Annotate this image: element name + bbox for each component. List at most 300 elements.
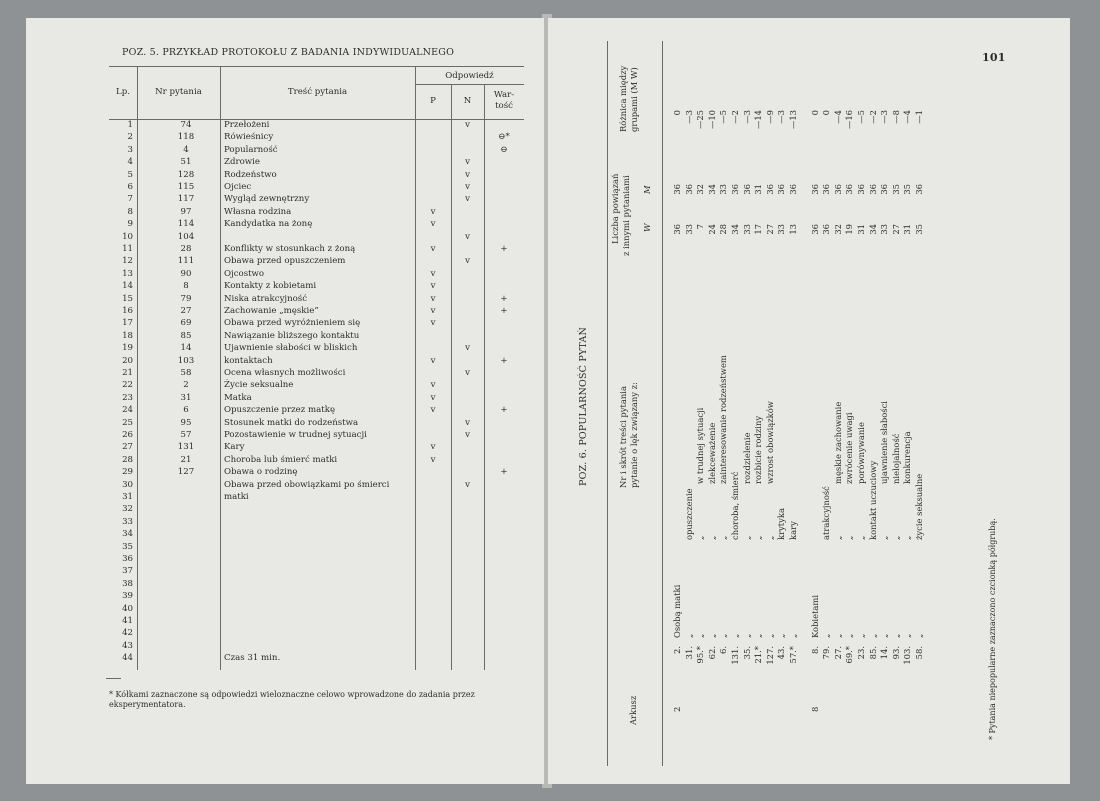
row-nr: 111 (177, 256, 195, 267)
row-w: + (500, 405, 508, 416)
row-lp: 31 (122, 492, 133, 502)
row-text: Choroba lub śmierć matki (224, 454, 338, 465)
row-p: v (430, 355, 436, 366)
row-text: Kary (224, 442, 245, 453)
row-p: v (430, 206, 436, 217)
row-diff: —3 (776, 110, 787, 124)
row-m: 36 (730, 184, 740, 195)
row-nr: 85 (180, 330, 192, 341)
row-text: Obawa przed opuszczeniem (224, 256, 346, 267)
page-number: 101 (982, 51, 1006, 64)
row-nr: 95 (180, 417, 192, 428)
row-p: v (430, 244, 436, 254)
row-nr: 127 (177, 467, 195, 478)
row-nr: 127. (764, 646, 775, 665)
row-lp: 2 (127, 132, 133, 143)
row-nr: 14 (180, 343, 192, 354)
row-detail: w trudnej sytuacji (695, 407, 706, 484)
header-p: P (430, 96, 436, 106)
row-w: 36 (672, 224, 682, 235)
row-lp: 39 (122, 591, 133, 602)
header-m: M (642, 185, 652, 194)
col-divider (137, 66, 138, 670)
row-nr: 14. (879, 646, 890, 660)
row-w: 27 (764, 224, 775, 235)
row-detail: ujawnienie słabości (879, 401, 890, 484)
row-nr: 57 (180, 430, 192, 440)
row-nr: 6. (718, 646, 729, 654)
row-lp: 13 (122, 268, 133, 279)
row-diff: —3 (683, 110, 694, 124)
row-nr: 118 (177, 132, 195, 143)
row-diff: —1 (914, 110, 924, 124)
row-subject: „ (706, 633, 717, 638)
row-lp: 21 (122, 368, 133, 378)
row-text: Ocena własnych możliwości (224, 368, 346, 378)
row-diff: —13 (788, 110, 798, 130)
header-odpowiedz: Odpowiedź (445, 71, 494, 81)
table-header-rule (662, 41, 663, 766)
row-lp: 38 (122, 578, 133, 589)
row-text: Wygląd zewnętrzny (224, 194, 310, 205)
row-nr: 79 (180, 293, 192, 304)
header-arkusz: Arkusz (628, 695, 638, 725)
row-text: Pozostawienie w trudnej sytuacji (224, 430, 367, 440)
row-w: + (500, 467, 508, 478)
row-text: Niska atrakcyjność (224, 293, 308, 304)
row-p: v (430, 281, 436, 292)
header-liczba-2: z innymi pytaniami (621, 175, 631, 256)
row-text: Kontakty z kobietami (224, 281, 317, 292)
header-pytanie-lek: pytanie o lęk związany z: (629, 382, 639, 488)
left-page (26, 18, 544, 784)
row-text: Obawa przed obowiązkami po śmierci (224, 479, 390, 490)
row-m: 36 (764, 184, 775, 195)
row-nr: 57.* (788, 646, 798, 664)
row-w: ⊖ (500, 144, 508, 155)
header-n: N (463, 96, 472, 106)
row-nr: 35. (741, 646, 752, 660)
row-nr: 131. (730, 646, 740, 665)
header-wartosc-2: tość (495, 101, 513, 111)
row-nr: 4 (183, 144, 189, 155)
row-m: 36 (741, 184, 752, 195)
row-m: 32 (695, 184, 706, 195)
row-detail: porównywanie (856, 422, 866, 484)
header-roznica-2: grupami (M W) (629, 67, 639, 132)
row-text: Obawa przed wyróżnieniem się (224, 318, 361, 329)
row-m: 36 (809, 184, 820, 195)
row-topic: „ (741, 535, 752, 540)
header-nr-pytania: Nr pytania (155, 87, 202, 97)
row-p: v (430, 405, 436, 416)
row-text: Kandydatka na żonę (224, 219, 313, 230)
row-lp: 44 (122, 653, 133, 664)
row-subject: „ (718, 633, 729, 638)
row-nr: 31. (683, 646, 694, 660)
row-nr: 2 (183, 380, 189, 391)
row-nr: 21.* (753, 646, 764, 664)
row-subject: „ (730, 633, 740, 638)
row-text: Ojciec (224, 182, 252, 192)
row-lp: 16 (122, 306, 133, 316)
header-tresc: Treść pytania (287, 87, 348, 97)
row-lp: 11 (122, 244, 133, 254)
row-w: 35 (914, 224, 924, 235)
row-lp: 3 (127, 144, 133, 155)
row-p: v (430, 454, 436, 465)
row-topic: „ (902, 535, 913, 540)
row-m: 36 (844, 184, 855, 195)
row-lp: 23 (122, 392, 133, 403)
row-diff: 0 (809, 110, 820, 116)
row-detail: zwrócenie uwagi (844, 412, 855, 484)
row-lp: 20 (122, 355, 133, 366)
row-detail: rozdzielenie (741, 432, 752, 484)
row-text: Konflikty w stosunkach z żoną (224, 244, 356, 254)
row-w: 31 (902, 224, 913, 235)
row-subject: „ (776, 633, 787, 638)
row-topic: „ (706, 535, 717, 540)
row-topic: „ (695, 535, 706, 540)
header-liczba: Liczba powiązań (610, 173, 620, 244)
row-w: 31 (856, 224, 866, 235)
row-w: + (500, 244, 508, 254)
row-subject: „ (844, 633, 855, 638)
left-page-title: POZ. 5. PRZYKŁAD PROTOKOŁU Z BADANIA INDYWIDUALNEGO (122, 47, 455, 58)
row-subject: „ (902, 633, 913, 638)
row-m: 36 (914, 184, 924, 195)
row-detail: nielojalność (890, 433, 901, 484)
row-topic: „ (856, 535, 866, 540)
row-topic: życie seksualne (914, 473, 924, 540)
row-nr: 8 (183, 281, 189, 292)
header-w: W (642, 223, 652, 232)
row-text: Życie seksualne (224, 380, 294, 391)
row-w: 28 (718, 224, 729, 235)
row-m: 36 (856, 184, 866, 195)
row-topic: „ (832, 535, 843, 540)
row-lp: 40 (122, 603, 133, 614)
row-nr: 103 (177, 355, 195, 366)
row-subject: „ (741, 633, 752, 638)
row-subject: „ (856, 633, 866, 638)
row-arkusz: 2 (672, 706, 682, 712)
row-w: 34 (867, 224, 878, 235)
row-lp: 24 (122, 405, 133, 416)
row-lp: 9 (127, 219, 133, 230)
row-m: 36 (821, 184, 832, 195)
row-topic: krytyka (776, 508, 787, 540)
table-top-rule (607, 41, 608, 766)
row-diff: —3 (741, 110, 752, 124)
row-p: v (430, 380, 436, 391)
row-n: v (465, 157, 470, 168)
row-n: v (465, 231, 470, 242)
right-footnote: * Pytania niepopularne zaznaczono czcionką półgrubą. (988, 518, 997, 740)
row-nr: 115 (177, 182, 195, 192)
row-nr: 62. (706, 646, 717, 660)
row-nr: 8. (809, 646, 820, 654)
row-lp: 18 (122, 330, 133, 341)
row-lp: 8 (127, 206, 133, 217)
row-m: 36 (683, 184, 694, 195)
row-m: 33 (718, 184, 729, 195)
row-lp: 26 (122, 430, 133, 440)
row-lp: 34 (122, 529, 133, 540)
row-topic: choroba, śmierć (730, 471, 740, 540)
row-w: + (500, 293, 508, 304)
row-w: 36 (821, 224, 832, 235)
row-nr: 27. (832, 646, 843, 660)
row-w: 33 (879, 224, 890, 235)
col-divider (220, 66, 221, 670)
row-m: 36 (788, 184, 798, 195)
row-text: Opuszczenie przez matkę (224, 405, 336, 416)
row-lp: 43 (122, 640, 133, 651)
row-subject: „ (890, 633, 901, 638)
row-lp: 10 (122, 231, 133, 242)
row-subject: „ (832, 633, 843, 638)
row-lp: 29 (122, 467, 133, 478)
row-lp: 4 (127, 157, 133, 168)
row-nr: 131 (177, 442, 195, 453)
row-lp: 35 (122, 541, 133, 552)
rotated-table (548, 18, 1070, 784)
row-topic: „ (753, 535, 764, 540)
right-page (548, 18, 1070, 784)
row-lp: 36 (122, 554, 133, 564)
row-p: v (430, 268, 436, 279)
row-w: + (500, 355, 508, 366)
row-lp: 25 (122, 417, 133, 428)
row-nr: 31 (180, 392, 192, 403)
row-diff: —9 (764, 110, 775, 124)
row-lp: 37 (122, 566, 133, 577)
row-text: Popularność (224, 144, 278, 155)
row-nr: 90 (180, 268, 192, 279)
row-nr: 69 (180, 318, 192, 329)
row-n: v (465, 182, 470, 192)
header-wartosc: War- (493, 90, 515, 100)
row-w: 33 (741, 224, 752, 235)
row-detail: wzrost obowiązków (764, 401, 775, 484)
row-nr: 97 (180, 206, 192, 217)
row-lp: 32 (122, 504, 133, 515)
row-diff: —14 (753, 110, 764, 130)
row-subject: Osobą matki (672, 584, 682, 638)
row-lp: 42 (122, 628, 133, 639)
row-n: v (465, 120, 470, 130)
row-diff: —2 (867, 110, 878, 124)
row-nr: 58 (180, 368, 192, 378)
row-diff: —3 (879, 110, 890, 124)
row-topic: atrakcyjność (821, 486, 832, 540)
row-n: v (465, 194, 470, 205)
row-detail: konkurencja (902, 431, 913, 484)
row-text: Obawa o rodzinę (224, 467, 298, 478)
row-w: 34 (730, 224, 740, 235)
row-text: Ujawnienie słabości w bliskich (224, 343, 358, 354)
row-m: 34 (706, 184, 717, 195)
row-lp: 19 (122, 343, 133, 354)
row-p: v (430, 306, 436, 316)
row-n: v (465, 417, 470, 428)
row-text: Rodzeństwo (224, 169, 277, 180)
row-subject: „ (764, 633, 775, 638)
row-p: v (430, 442, 436, 453)
table-top-rule (109, 66, 524, 67)
row-nr: 104 (177, 231, 195, 242)
row-lp: 17 (122, 318, 133, 329)
right-page-title: POZ. 6. POPULARNOŚĆ PYTAŃ (578, 326, 589, 486)
row-diff: —5 (718, 110, 729, 124)
row-nr: 21 (180, 454, 192, 465)
row-m: 36 (672, 184, 682, 195)
col-divider (415, 66, 416, 670)
row-n: v (465, 368, 470, 378)
row-nr: 43. (776, 646, 787, 660)
row-lp: 5 (127, 169, 133, 180)
row-m: 31 (753, 184, 764, 195)
row-w: 7 (695, 224, 706, 230)
row-p: v (430, 293, 436, 304)
row-diff: —4 (832, 110, 843, 124)
row-nr: 58. (914, 646, 924, 660)
row-nr: 128 (177, 169, 195, 180)
row-m: 36 (832, 184, 843, 195)
row-nr: 51 (180, 157, 192, 168)
row-diff: —25 (695, 110, 706, 130)
row-m: 35 (890, 184, 901, 195)
row-nr: 2. (672, 646, 682, 654)
row-lp: 28 (122, 454, 133, 465)
row-w: 36 (809, 224, 820, 235)
row-nr: 28 (180, 244, 192, 254)
row-lp: 1 (127, 120, 133, 130)
row-subject: „ (695, 633, 706, 638)
row-text: matki (224, 492, 249, 502)
row-nr: 79. (821, 646, 832, 660)
row-subject: „ (753, 633, 764, 638)
row-topic: „ (890, 535, 901, 540)
row-p: v (430, 318, 436, 329)
row-lp: 30 (122, 479, 133, 490)
row-text: Ojcostwo (224, 268, 265, 279)
row-diff: —8 (890, 110, 901, 124)
row-subject: „ (683, 633, 694, 638)
row-w: ⊖* (498, 132, 510, 143)
row-nr: 85. (867, 646, 878, 660)
row-text: Zachowanie „męskie” (224, 306, 319, 316)
row-subject: „ (879, 633, 890, 638)
row-w: 32 (832, 224, 843, 235)
row-m: 35 (902, 184, 913, 195)
row-lp: 6 (127, 182, 133, 192)
row-diff: —4 (902, 110, 913, 124)
row-topic: „ (879, 535, 890, 540)
row-m: 36 (879, 184, 890, 195)
row-lp: 14 (122, 281, 133, 292)
header-lp: Lp. (116, 87, 130, 97)
row-topic: opuszczenie (683, 488, 694, 540)
row-p: v (430, 219, 436, 230)
row-w: 17 (753, 224, 764, 235)
row-arkusz: 8 (809, 706, 820, 712)
row-text: Nawiązanie bliższego kontaktu (224, 330, 360, 341)
row-nr: 117 (177, 194, 195, 205)
row-w: 27 (890, 224, 901, 235)
row-topic: kontakt uczuciowy (867, 460, 878, 540)
header-nr-skrot: Nr i skrót treści pytania (618, 386, 628, 488)
row-w: 19 (844, 224, 855, 235)
row-lp: 7 (127, 194, 133, 205)
row-w: 24 (706, 224, 717, 235)
row-nr: 27 (180, 306, 192, 316)
row-nr: 95.* (695, 646, 706, 664)
row-nr: 23. (856, 646, 866, 660)
row-lp: 15 (122, 293, 133, 304)
row-text: kontaktach (224, 355, 273, 366)
row-p: v (430, 392, 436, 403)
row-nr: 69.* (844, 646, 855, 664)
row-m: 36 (776, 184, 787, 195)
footnote-rule (106, 678, 121, 679)
row-nr: 114 (177, 219, 195, 230)
row-topic: „ (718, 535, 729, 540)
row-nr: 74 (180, 120, 192, 130)
row-diff: —16 (844, 110, 855, 130)
row-nr: 93. (890, 646, 901, 660)
row-topic: kary (788, 521, 798, 540)
row-diff: —10 (706, 110, 717, 130)
row-diff: —2 (730, 110, 740, 124)
row-text: Czas 31 min. (224, 653, 281, 664)
row-w: 13 (788, 224, 798, 235)
row-lp: 22 (122, 380, 133, 391)
row-w: + (500, 306, 508, 316)
row-detail: rozbicie rodziny (753, 415, 764, 484)
odpowiedz-rule (415, 84, 524, 85)
col-divider (484, 84, 485, 670)
row-text: Własna rodzina (224, 206, 292, 217)
row-n: v (465, 256, 470, 267)
row-w: 33 (683, 224, 694, 235)
row-nr: 6 (183, 405, 189, 416)
left-footnote: * Kółkami zaznaczone są odpowiedzi wieloznaczne celowo wprowadzone do zadania przez eksperymentatora. (109, 690, 475, 709)
row-n: v (465, 169, 470, 180)
row-text: Stosunek matki do rodzeństwa (224, 417, 359, 428)
row-subject: „ (867, 633, 878, 638)
row-lp: 12 (122, 256, 133, 267)
row-w: 33 (776, 224, 787, 235)
row-subject: „ (914, 633, 924, 638)
row-detail: męskie zachowanie (832, 401, 843, 484)
row-text: Zdrowie (224, 157, 260, 168)
row-n: v (465, 479, 470, 490)
row-topic: „ (764, 535, 775, 540)
row-lp: 27 (122, 442, 133, 453)
row-text: Przełożeni (224, 120, 270, 130)
row-lp: 41 (122, 616, 133, 626)
row-detail: zainteresowanie rodzeństwem (718, 355, 729, 484)
header-roznica: Różnica między (618, 65, 628, 132)
row-diff: 0 (821, 110, 832, 116)
row-n: v (465, 343, 470, 354)
row-diff: —5 (856, 110, 866, 124)
row-topic: „ (844, 535, 855, 540)
row-subject: Kobietami (809, 594, 820, 638)
